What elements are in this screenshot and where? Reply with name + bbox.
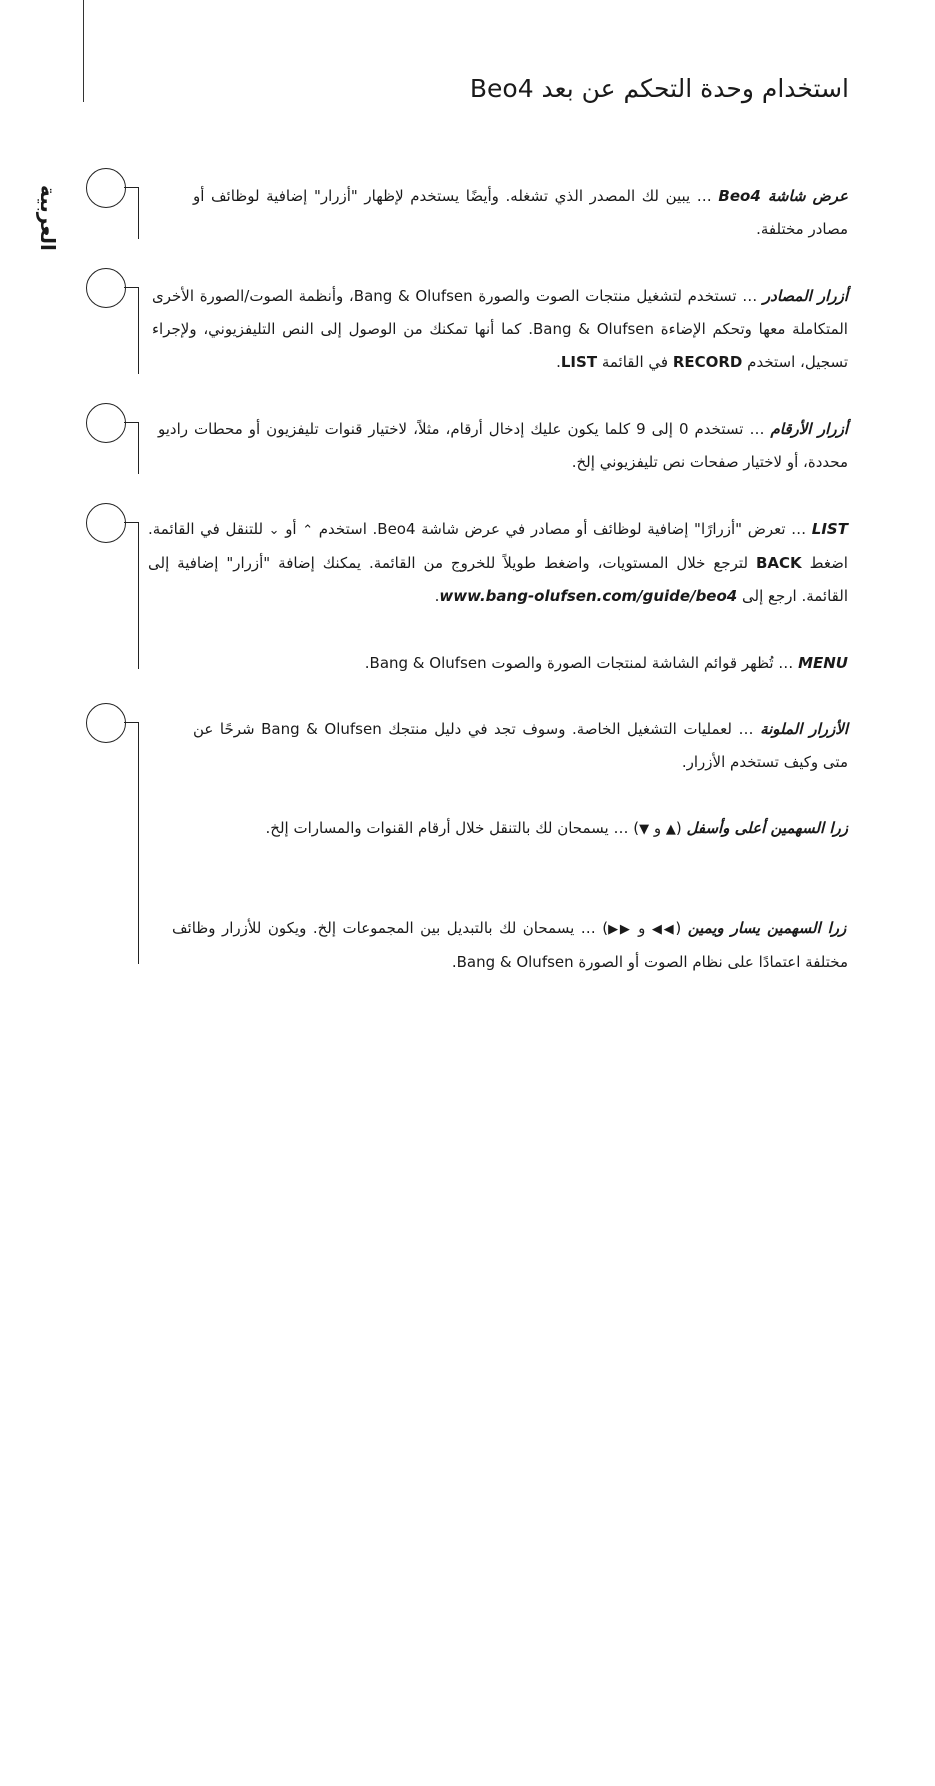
page-title: استخدام وحدة التحكم عن بعد Beo4 (469, 74, 849, 103)
numbers-paragraph: أزرار الأرقام … تستخدم 0 إلى 9 كلما يكون عليك إدخال أرقام، مثلاً، لاختيار قنوات تليفزيون أو محطات راديو محددة، أو لاختيار صفحات نص تليفزيوني إلخ. (158, 420, 848, 471)
bracket-display (86, 168, 140, 238)
bracket-circle (86, 168, 126, 208)
updown-term: زرا السهمين أعلى وأسفل (686, 819, 848, 837)
bracket-circle (86, 403, 126, 443)
updown-paragraph: زرا السهمين أعلى وأسفل (▲ و ▼) … يسمحان لك بالتنقل خلال أرقام القنوات والمسارات إلخ. (265, 819, 848, 837)
chevron-up-icon: ⌃ (302, 523, 314, 538)
numbers-term: أزرار الأرقام (770, 420, 848, 438)
bracket-numbers (86, 403, 140, 473)
list-term: LIST (811, 520, 848, 538)
guide-url: www.bang-olufsen.com/guide/beo4 (439, 587, 738, 605)
bracket-circle (86, 703, 126, 743)
source-term: أزرار المصادر (762, 287, 849, 305)
record-keyword: RECORD (672, 353, 743, 371)
leftright-paragraph: زرا السهمين يسار ويمين (◀◀ و ▶▶) … يسمحان لك بالتبديل بين المجموعات إلخ. ويكون للأزرار وظائف مختلفة اعتمادًا على نظام الصوت أو الصورة Bang & Olufsen. (172, 919, 848, 971)
arrow-up-icon: ▲ (665, 822, 676, 837)
bracket-circle (86, 268, 126, 308)
arrow-down-icon: ▼ (639, 822, 650, 837)
back-keyword: BACK (755, 554, 802, 572)
menu-term: MENU (798, 654, 848, 672)
top-margin-rule (83, 0, 84, 102)
colour-paragraph: الأزرار الملونة … لعمليات التشغيل الخاصة. وسوف تجد في دليل منتجك Bang & Olufsen شرحًا عن متى وكيف تستخدم الأزرار. (193, 720, 849, 771)
bracket-circle (86, 503, 126, 543)
menu-paragraph: MENU … تُظهر قوائم الشاشة لمنتجات الصورة والصوت Bang & Olufsen. (364, 654, 848, 672)
bracket-list-menu (86, 503, 140, 668)
arrow-right-icon: ▶▶ (608, 922, 632, 937)
chevron-down-icon: ⌄ (268, 523, 280, 538)
leftright-term: زرا السهمين يسار ويمين (687, 919, 847, 937)
list-keyword: LIST (560, 353, 598, 371)
colour-term: الأزرار الملونة (760, 720, 849, 738)
source-paragraph: أزرار المصادر … تستخدم لتشغيل منتجات الصوت والصورة Bang & Olufsen، وأنظمة الصوت/الصورة الأخرى المتكاملة معها وتحكم الإضاءة Bang & Olufsen. كما أنها تمكنك من الوصول إلى النص التليفزيوني، ولإجراء تسجيل، استخدم RECORD في القائمة LIST. (152, 287, 849, 371)
bracket-source (86, 268, 140, 373)
bracket-colour-arrows (86, 703, 140, 963)
list-paragraph: LIST … تعرض "أزرارًا" إضافية لوظائف أو مصادر في عرض شاشة Beo4. استخدم ⌃ أو ⌄ للتنقل في القائمة. اضغط BACK لترجع خلال المستويات، واضغط طويلاً للخروج من القائمة. يمكنك إضافة "أزرار" إضافية إلى القائمة. ارجع إلى www.bang-olufsen.com/guide/beo4. (148, 520, 848, 605)
display-term: عرض شاشة Beo4 (718, 187, 848, 205)
arrow-left-icon: ◀◀ (651, 922, 676, 937)
display-paragraph: عرض شاشة Beo4 … يبين لك المصدر الذي تشغله. وأيضًا يستخدم لإظهار "أزرار" إضافية لوظائف أو مصادر مختلفة. (193, 187, 848, 238)
language-tab-arabic: العربية (36, 185, 60, 251)
